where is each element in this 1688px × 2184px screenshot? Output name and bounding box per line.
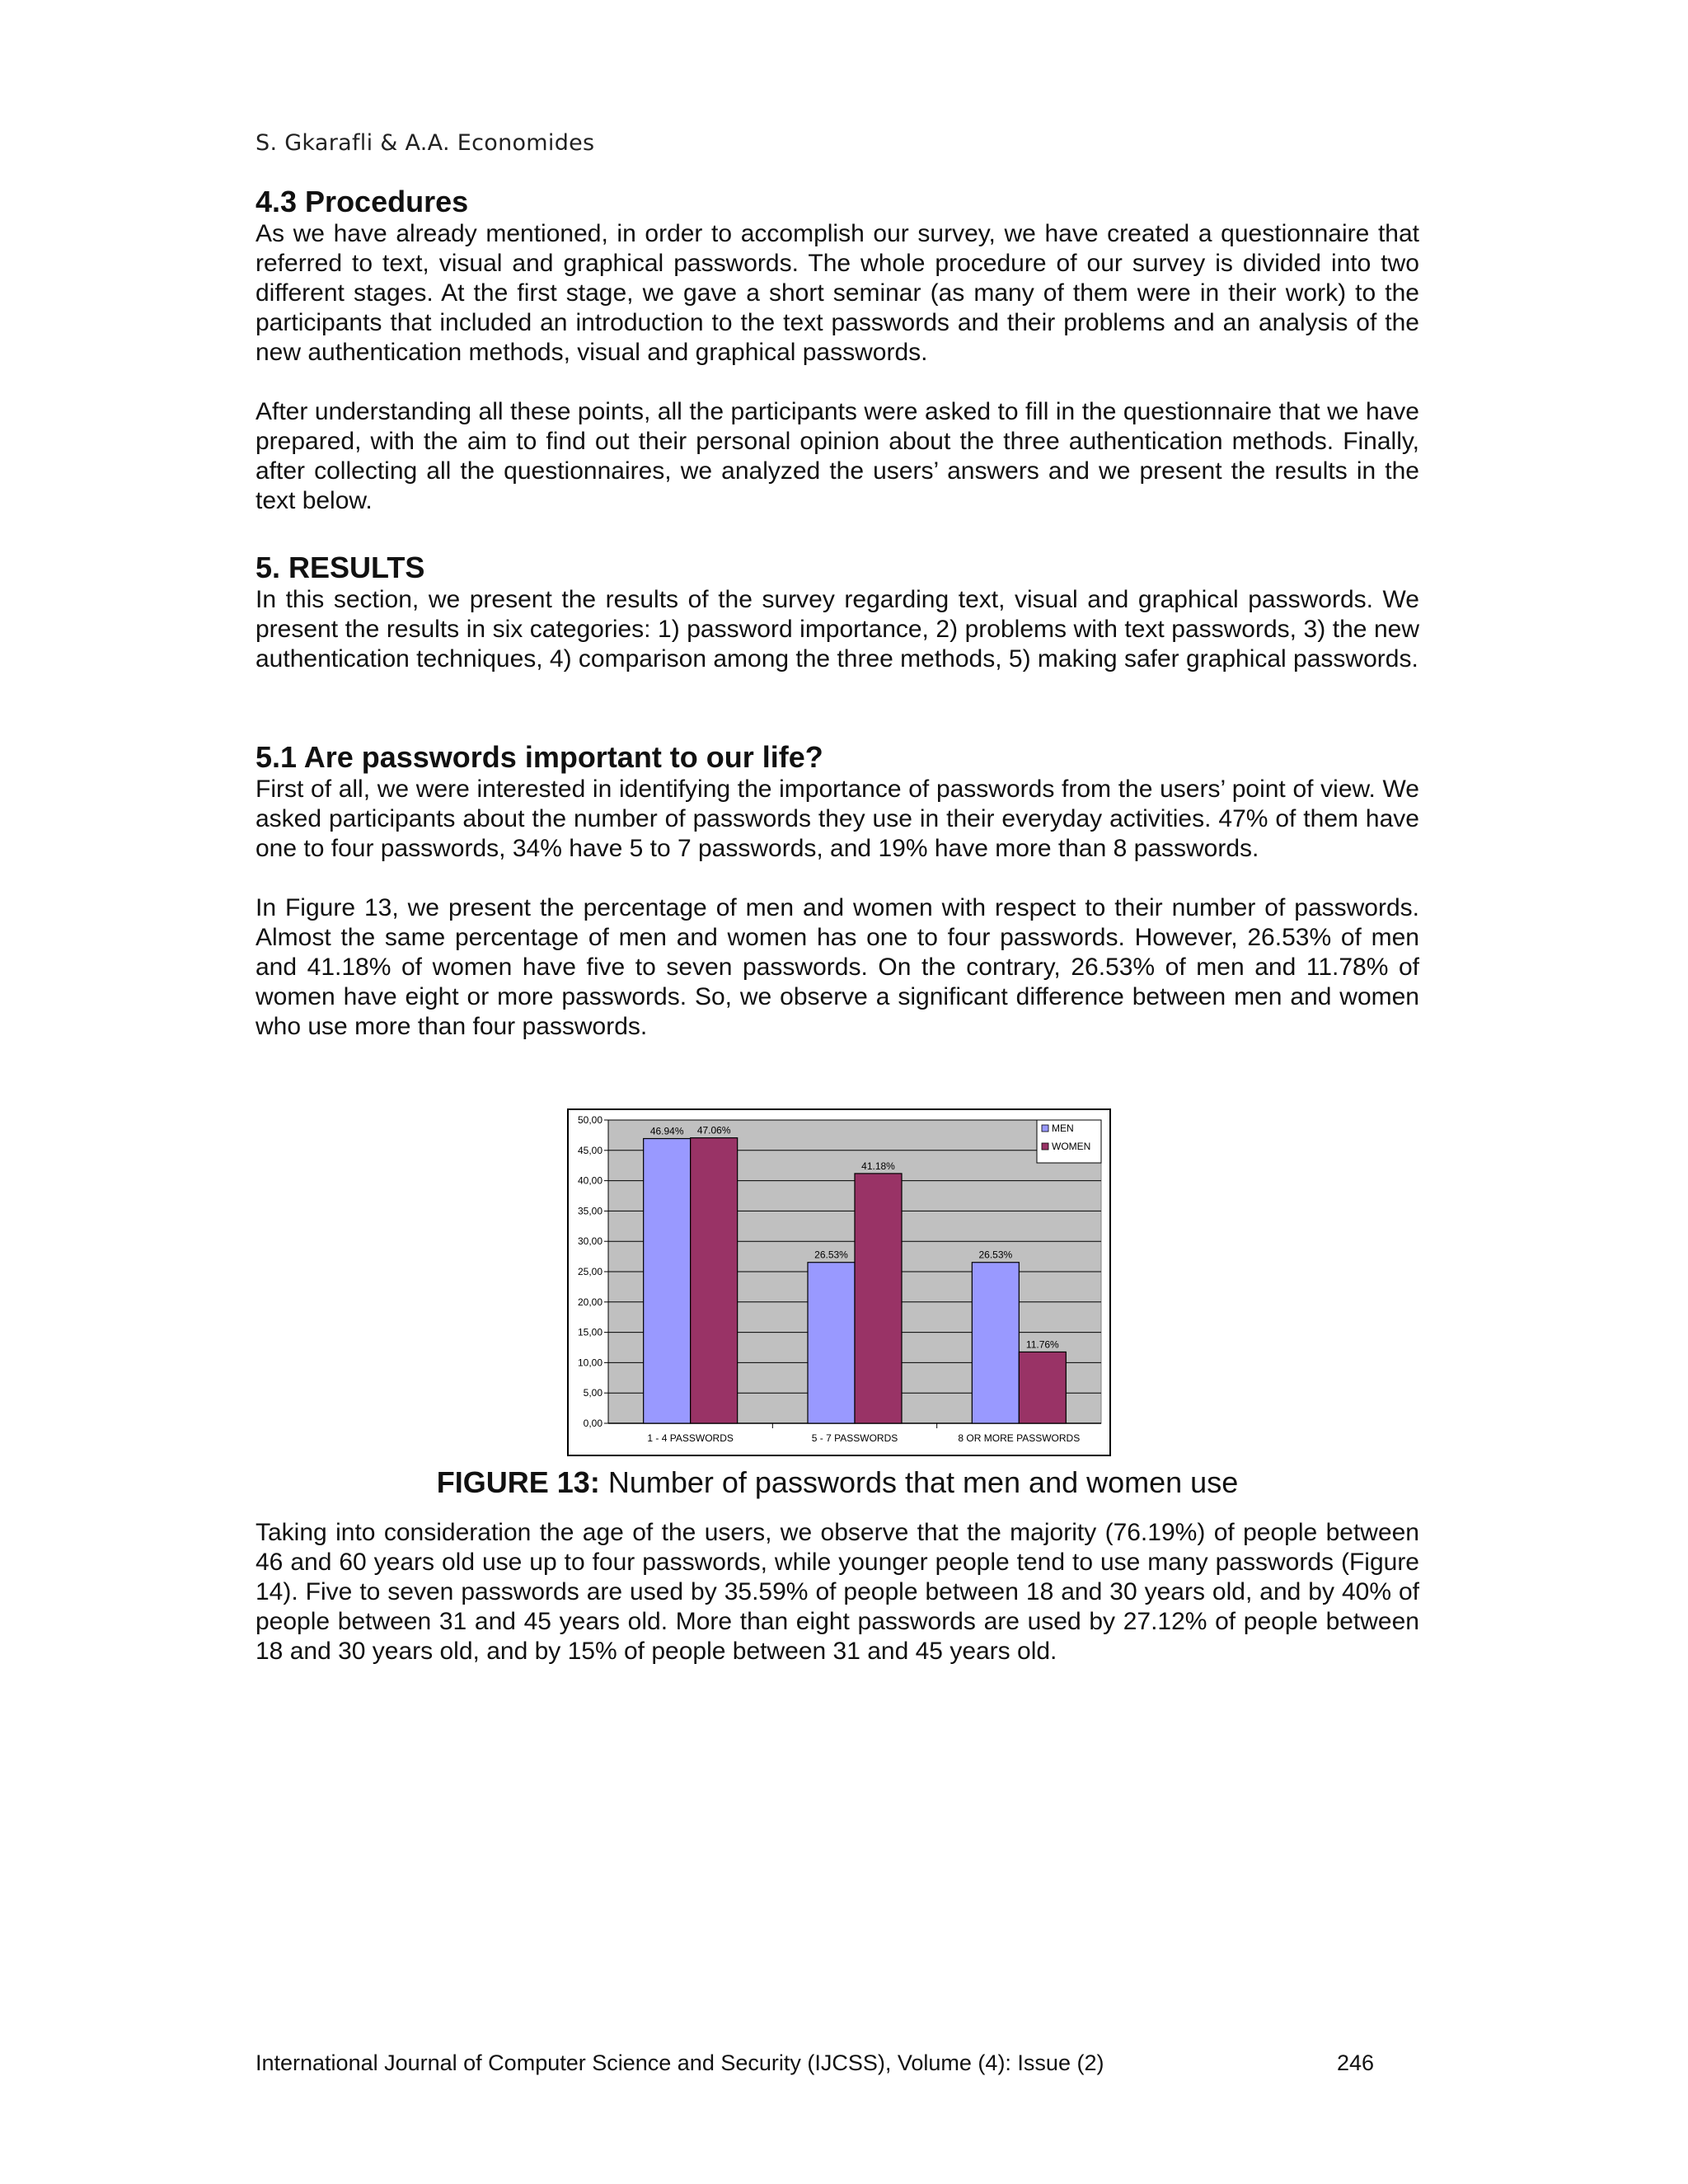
figure-caption-text: Number of passwords that men and women use xyxy=(599,1465,1239,1499)
section-title: 5.1 Are passwords important to our life? xyxy=(256,740,823,774)
section-age-analysis xyxy=(256,1518,1419,1666)
figure-caption xyxy=(256,1465,1419,1500)
y-tick-label: 35,00 xyxy=(577,1205,603,1217)
x-tick-label: 8 OR MORE PASSWORDS xyxy=(958,1432,1081,1444)
footer-journal: International Journal of Computer Science and Security (IJCSS), Volume (4): Issue (2) xyxy=(256,2050,1104,2075)
bar-women xyxy=(691,1138,738,1423)
legend-swatch xyxy=(1042,1125,1048,1132)
paragraph: As we have already mentioned, in order to accomplish our survey, we have created a questionnaire that referred to text, visual and graphical passwords. The whole procedure of our survey is divided into two different stages. At the first stage, we gave a short seminar (as many of them were in their work) to the participants that included an introduction to the text passwords and their problems and an analysis of the new authentication methods, visual and graphical passwords. xyxy=(256,220,1419,366)
y-tick-label: 0,00 xyxy=(583,1418,603,1429)
data-label: 11.76% xyxy=(1025,1338,1059,1351)
data-label: 47.06% xyxy=(696,1124,731,1137)
figure-13-chart xyxy=(567,1108,1111,1456)
x-tick-label: 1 - 4 PASSWORDS xyxy=(647,1432,734,1444)
y-tick-label: 15,00 xyxy=(577,1326,603,1338)
y-tick-label: 45,00 xyxy=(577,1144,603,1156)
legend-label: MEN xyxy=(1052,1122,1074,1134)
bar-women xyxy=(1019,1352,1066,1423)
y-tick-label: 40,00 xyxy=(577,1174,603,1187)
y-tick-label: 5,00 xyxy=(583,1387,603,1399)
y-tick-label: 10,00 xyxy=(577,1357,603,1369)
y-tick-label: 20,00 xyxy=(577,1296,603,1308)
y-tick-label: 25,00 xyxy=(577,1266,603,1277)
bar-men xyxy=(808,1263,855,1423)
data-label: 41.18% xyxy=(861,1160,895,1172)
section-procedures xyxy=(256,185,1419,516)
bar-women xyxy=(855,1174,902,1423)
section-results xyxy=(256,551,1419,674)
data-label: 26.53% xyxy=(814,1249,848,1261)
y-tick-label: 50,00 xyxy=(577,1114,603,1126)
running-head-authors: S. Gkarafli & A.A. Economides xyxy=(256,130,595,156)
paragraph: In Figure 13, we present the percentage of men and women with respect to their number of passwords. Almost the same percentage of men and women has one to four passwords. However, 26.53% of men and 41.18% of women have five to seven passwords. On the contrary, 26.53% of men and 11.78% of women have eight or more passwords. So, we observe a significant difference between men and women who use more than four passwords. xyxy=(256,894,1419,1040)
paragraph: Taking into consideration the age of the users, we observe that the majority (76.19%) of people between 46 and 60 years old use up to four passwords, while younger people tend to use many passwords (Figure 14). Five to seven passwords are used by 35.59% of people between 18 and 30 years old, and by 40% of people between 31 and 45 years old. More than eight passwords are used by 27.12% of people between 18 and 30 years old, and by 15% of people between 31 and 45 years old. xyxy=(256,1519,1419,1665)
bar-men xyxy=(972,1263,1019,1423)
figure-caption-label: FIGURE 13: xyxy=(436,1465,600,1499)
x-tick-label: 5 - 7 PASSWORDS xyxy=(811,1432,898,1444)
section-passwords-importance xyxy=(256,740,1419,1042)
data-label: 26.53% xyxy=(978,1249,1013,1261)
paragraph: First of all, we were interested in identifying the importance of passwords from the users’ point of view. We asked participants about the number of passwords they use in their everyday activities. 47% of them have one to four passwords, 34% have 5 to 7 passwords, and 19% have more than 8 passwords. xyxy=(256,776,1419,862)
legend-label: WOMEN xyxy=(1052,1141,1091,1152)
paragraph: In this section, we present the results of the survey regarding text, visual and graphical passwords. We present the results in six categories: 1) password importance, 2) problems with text passwords, 3) the new authentication techniques, 4) comparison among the three methods, 5) making safer graphical passwords. xyxy=(256,586,1419,673)
section-title: 5. RESULTS xyxy=(256,551,425,584)
legend-swatch xyxy=(1042,1143,1048,1150)
paragraph: After understanding all these points, all the participants were asked to fill in the questionnaire that we have prepared, with the aim to find out their personal opinion about the three authentication methods. Finally, after collecting all the questionnaires, we analyzed the users’ answers and we present the results in the text below. xyxy=(256,398,1419,514)
section-title: 4.3 Procedures xyxy=(256,185,469,218)
data-label: 46.94% xyxy=(649,1125,684,1137)
bar-men xyxy=(644,1139,691,1423)
y-tick-label: 30,00 xyxy=(577,1235,603,1248)
bar-chart xyxy=(569,1110,1109,1455)
page-number: 246 xyxy=(1337,2050,1375,2075)
